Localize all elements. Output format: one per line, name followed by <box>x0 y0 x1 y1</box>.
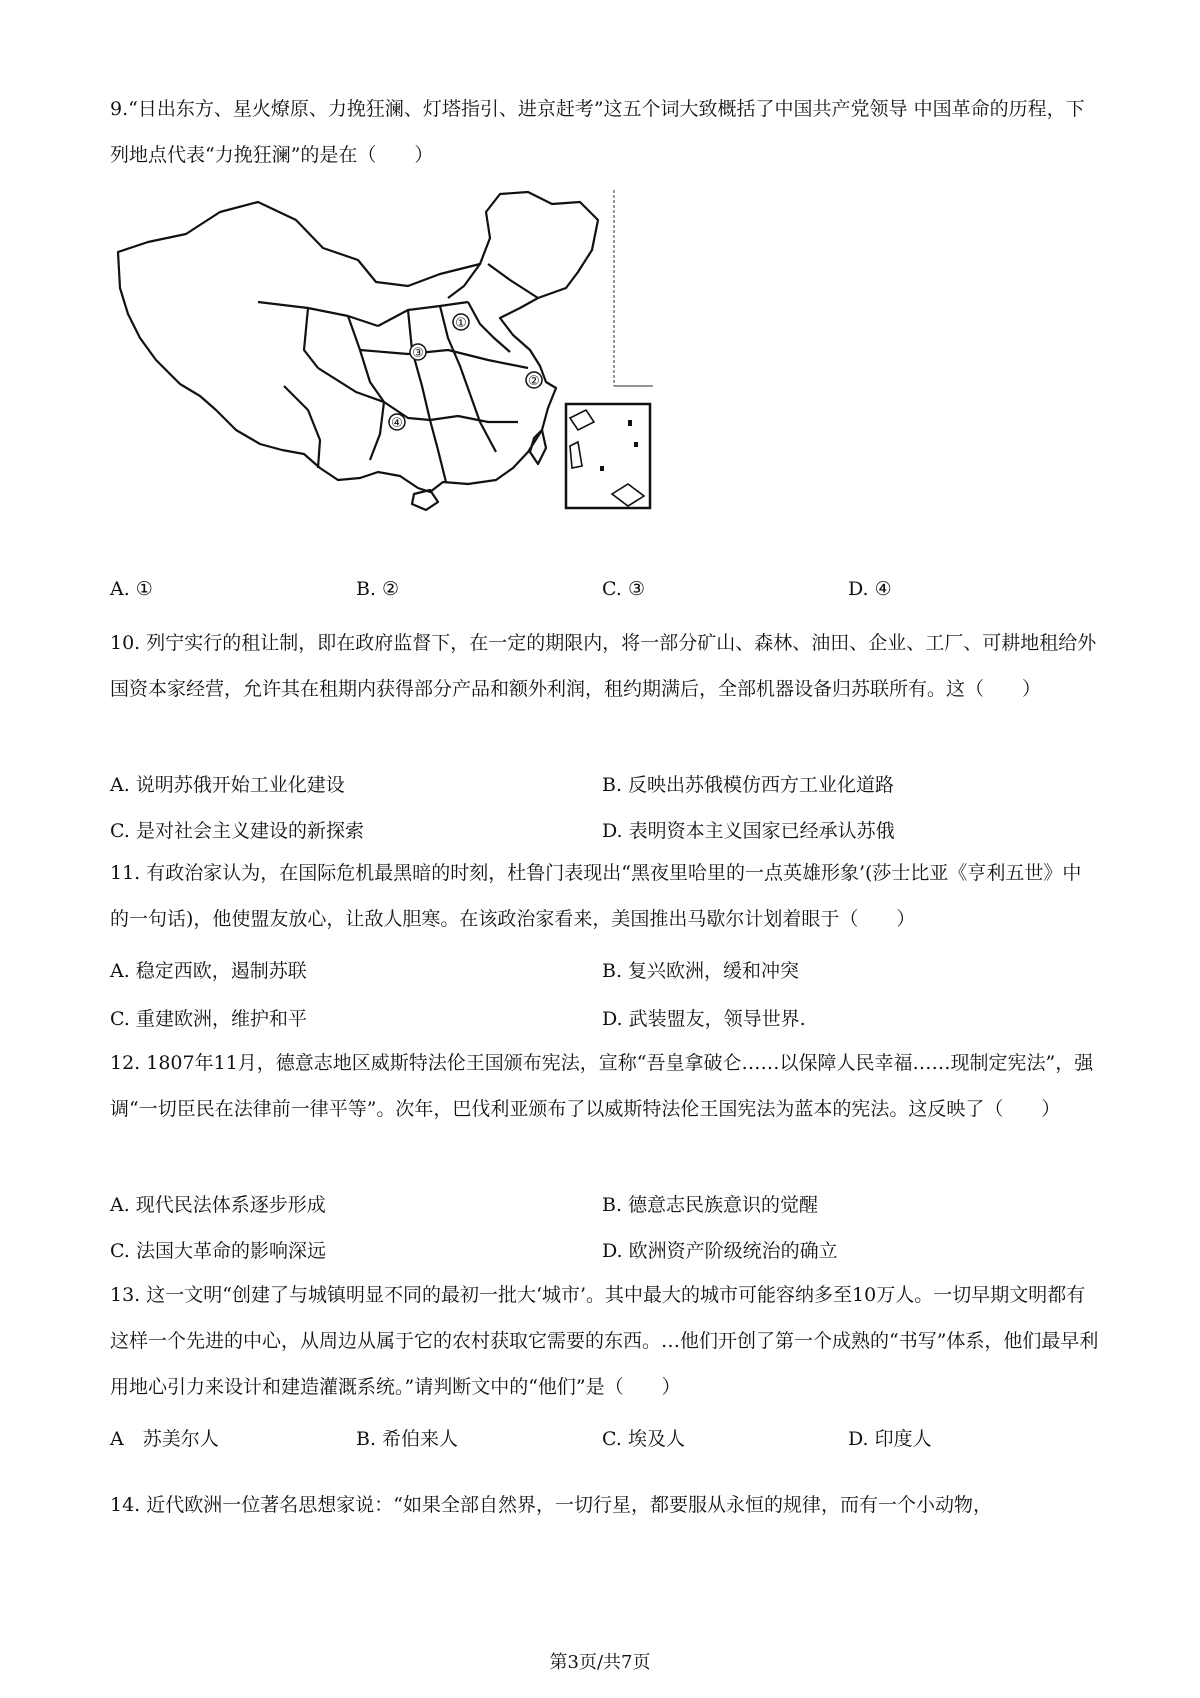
taiwan-island <box>530 430 546 464</box>
china-map-figure <box>108 190 718 558</box>
marker-2 <box>526 372 542 389</box>
question-10-stem: 10. 列宁实行的租让制，即在政府监督下，在一定的期限内，将一部分矿山、森林、油田、企业、工厂、可耕地租给外国资本家经营，允许其在租期内获得部分产品和额外利润，租约期满后，全部机器设备归苏联所有。这（ ） <box>110 632 1097 700</box>
marker-4 <box>389 414 405 431</box>
q12-option-a[interactable]: A. 现代民法体系逐步形成 <box>110 1194 326 1216</box>
marker-1 <box>453 314 469 331</box>
q9-option-b[interactable]: B. ② <box>356 578 400 600</box>
svg-text:②: ② <box>528 374 540 389</box>
question-13-options <box>110 1424 1100 1464</box>
q11-option-d[interactable]: D. 武装盟友，领导世界. <box>602 1008 806 1030</box>
q10-option-a[interactable]: A. 说明苏俄开始工业化建设 <box>110 774 345 796</box>
q9-option-d[interactable]: D. ④ <box>848 578 892 600</box>
question-12-options-row1 <box>110 1190 1100 1230</box>
q9-option-a[interactable]: A. ① <box>110 578 153 600</box>
q12-option-b[interactable]: B. 德意志民族意识的觉醒 <box>602 1194 819 1216</box>
question-12-options-row2 <box>110 1236 1100 1276</box>
svg-text:①: ① <box>455 316 467 331</box>
q13-option-a[interactable]: A 苏美尔人 <box>110 1428 219 1450</box>
q12-option-d[interactable]: D. 欧洲资产阶级统治的确立 <box>602 1240 838 1262</box>
hainan-island <box>412 490 438 510</box>
question-13-stem: 13. 这一文明“创建了与城镇明显不同的最初一批大‘城市’。其中最大的城市可能容纳多至10万人。一切早期文明都有这样一个先进的中心，从周边从属于它的农村获取它需要的东西。…他们开创了第一个成熟的“书写”体系，他们最早利用地心引力来设计和建造灌溉系统。”请判断文中的“他们”是（ ） <box>110 1284 1099 1398</box>
question-9-options <box>110 578 1100 618</box>
question-12-stem: 12. 1807年11月，德意志地区威斯特法伦王国颁布宪法，宣称“吾皇拿破仑……以保障人民幸福……现制定宪法”，强调“一切臣民在法律前一律平等”。次年，巴伐利亚颁布了以威斯特法伦王国宪法为蓝本的宪法。这反映了（ ） <box>110 1052 1094 1120</box>
q13-option-b[interactable]: B. 希伯来人 <box>356 1428 459 1450</box>
q13-option-d[interactable]: D. 印度人 <box>848 1428 932 1450</box>
q12-option-c[interactable]: C. 法国大革命的影响深远 <box>110 1240 326 1262</box>
q9-option-c[interactable]: C. ③ <box>602 578 645 600</box>
q11-option-a[interactable]: A. 稳定西欧，遏制苏联 <box>110 960 307 982</box>
question-10-options-row1 <box>110 770 1100 810</box>
question-14-stem: 14. 近代欧洲一位著名思想家说：“如果全部自然界，一切行星，都要服从永恒的规律，而有一个小动物， <box>110 1494 992 1516</box>
q10-option-b[interactable]: B. 反映出苏俄模仿西方工业化道路 <box>602 774 895 796</box>
q10-option-c[interactable]: C. 是对社会主义建设的新探索 <box>110 820 364 842</box>
q13-option-c[interactable]: C. 埃及人 <box>602 1428 685 1450</box>
q11-option-b[interactable]: B. 复兴欧洲，缓和冲突 <box>602 960 800 982</box>
svg-text:④: ④ <box>391 416 403 431</box>
question-9-stem: 9.“日出东方、星火燎原、力挽狂澜、灯塔指引、进京赶考”这五个词大致概括了中国共产党领导 中国革命的历程，下列地点代表“力挽狂澜”的是在（ ） <box>110 98 1085 166</box>
question-11-options-row2 <box>110 1004 1100 1044</box>
q11-option-c[interactable]: C. 重建欧洲，维护和平 <box>110 1008 307 1030</box>
question-11-stem: 11. 有政治家认为，在国际危机最黑暗的时刻，杜鲁门表现出“黑夜里哈里的一点英雄形象’(莎士比亚《亨利五世》中的一句话)，他使盟友放心，让敌人胆寒。在该政治家看来，美国推出马歇尔计划着眼于（ ） <box>110 862 1082 930</box>
page-number: 第3页/共7页 <box>549 1652 651 1673</box>
question-11-options-row1 <box>110 956 1100 996</box>
q10-option-d[interactable]: D. 表明资本主义国家已经承认苏俄 <box>602 820 895 842</box>
marker-3 <box>410 344 426 361</box>
south-china-sea-inset <box>566 404 650 508</box>
china-map-svg <box>108 190 718 558</box>
svg-text:③: ③ <box>412 346 424 361</box>
